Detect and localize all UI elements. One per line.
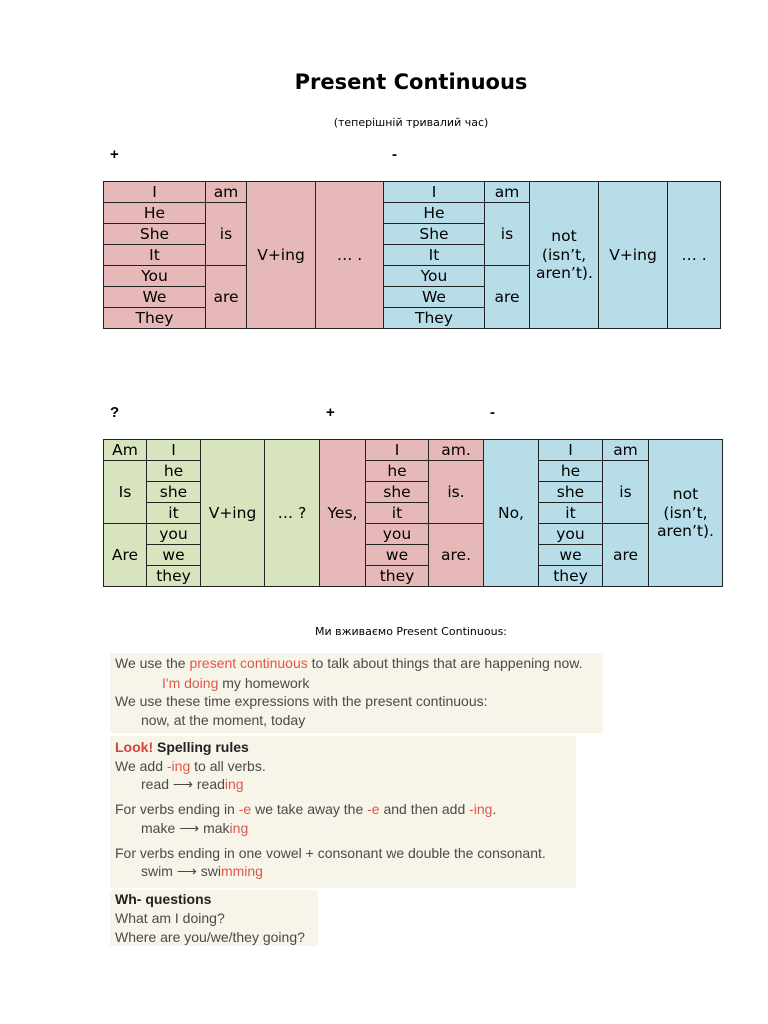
question-sign: ? <box>110 404 120 421</box>
aux-am-cell: Am <box>104 440 147 461</box>
pronoun-cell: he <box>147 461 201 482</box>
page-title: Present Continuous <box>294 70 528 94</box>
spelling-rule: For verbs ending in one vowel + consonant we double the consonant. <box>115 845 546 861</box>
pronoun-cell: she <box>539 482 603 503</box>
aux-am-cell: am. <box>429 440 484 461</box>
ellipsis-cell: … . <box>668 182 721 329</box>
wh-questions-textbox <box>110 890 318 946</box>
negative-sign: - <box>490 404 495 421</box>
aux-are-cell: are <box>485 266 530 329</box>
pronoun-cell: He <box>104 203 206 224</box>
pronoun-cell: you <box>147 524 201 545</box>
pronoun-cell: We <box>104 287 206 308</box>
ellipsis-cell: … . <box>316 182 384 329</box>
pronoun-cell: I <box>384 182 485 203</box>
usage-example: I'm doing my homework <box>162 675 310 691</box>
aux-is-cell: is <box>603 461 649 524</box>
wh-question: What am I doing? <box>115 910 225 926</box>
affirmative-sign: + <box>326 404 335 421</box>
usage-line: We use the present continuous to talk about things that are happening now. <box>115 655 583 671</box>
pronoun-cell: we <box>366 545 429 566</box>
pronoun-cell: I <box>147 440 201 461</box>
pronoun-cell: you <box>539 524 603 545</box>
pronoun-cell: it <box>366 503 429 524</box>
page-subtitle: (теперішній тривалий час) <box>333 116 489 129</box>
affirmative-negative-table <box>103 181 721 329</box>
pronoun-cell: we <box>147 545 201 566</box>
time-expressions: now, at the moment, today <box>141 712 306 728</box>
no-cell: No, <box>484 440 539 587</box>
pronoun-cell: They <box>104 308 206 329</box>
usage-line: We use these time expressions with the present continuous: <box>115 693 488 709</box>
aux-am-cell: am <box>206 182 247 203</box>
pronoun-cell: We <box>384 287 485 308</box>
not-cell: not (isn’t, aren’t). <box>649 440 723 587</box>
pronoun-cell: he <box>366 461 429 482</box>
pronoun-cell: they <box>366 566 429 587</box>
pronoun-cell: she <box>147 482 201 503</box>
pronoun-cell: She <box>104 224 206 245</box>
spelling-rules-heading: Look! Spelling rules <box>115 739 249 755</box>
spelling-rules-textbox <box>110 736 576 888</box>
spelling-rule: We add -ing to all verbs. <box>115 758 266 774</box>
aux-is-cell: is <box>485 203 530 266</box>
spelling-rule: For verbs ending in -e we take away the -e and then add -ing. <box>115 801 497 817</box>
pronoun-cell: it <box>539 503 603 524</box>
question-short-answer-table <box>103 439 723 587</box>
pronoun-cell: He <box>384 203 485 224</box>
wh-question: Where are you/we/they going? <box>115 929 305 945</box>
not-cell: not (isn’t, aren’t). <box>530 182 599 329</box>
aux-is-cell: is. <box>429 461 484 524</box>
aux-are-cell: are. <box>429 524 484 587</box>
pronoun-cell: we <box>539 545 603 566</box>
pronoun-cell: she <box>366 482 429 503</box>
affirmative-sign: + <box>110 146 119 163</box>
aux-am-cell: am <box>603 440 649 461</box>
aux-is-cell: is <box>206 203 247 266</box>
spelling-example: read ⟶ reading <box>141 776 244 792</box>
ellipsis-cell: … ? <box>265 440 320 587</box>
pronoun-cell: You <box>384 266 485 287</box>
pronoun-cell: they <box>147 566 201 587</box>
pronoun-cell: I <box>539 440 603 461</box>
pronoun-cell: They <box>384 308 485 329</box>
pronoun-cell: It <box>104 245 206 266</box>
pronoun-cell: It <box>384 245 485 266</box>
aux-am-cell: am <box>485 182 530 203</box>
yes-cell: Yes, <box>320 440 366 587</box>
pronoun-cell: you <box>366 524 429 545</box>
aux-are-cell: Are <box>104 524 147 587</box>
pronoun-cell: he <box>539 461 603 482</box>
wh-questions-heading: Wh- questions <box>115 891 212 907</box>
pronoun-cell: it <box>147 503 201 524</box>
aux-are-cell: are <box>603 524 649 587</box>
ving-cell: V+ing <box>599 182 668 329</box>
ving-cell: V+ing <box>201 440 265 587</box>
spelling-example: swim ⟶ swimming <box>141 863 263 879</box>
ving-cell: V+ing <box>247 182 316 329</box>
pronoun-cell: they <box>539 566 603 587</box>
pronoun-cell: I <box>104 182 206 203</box>
negative-sign: - <box>392 146 397 163</box>
usage-textbox <box>110 653 603 733</box>
pronoun-cell: She <box>384 224 485 245</box>
pronoun-cell: I <box>366 440 429 461</box>
spelling-example: make ⟶ making <box>141 820 249 836</box>
aux-is-cell: Is <box>104 461 147 524</box>
uses-heading: Ми вживаємо Present Continuous: <box>314 625 508 638</box>
pronoun-cell: You <box>104 266 206 287</box>
aux-are-cell: are <box>206 266 247 329</box>
